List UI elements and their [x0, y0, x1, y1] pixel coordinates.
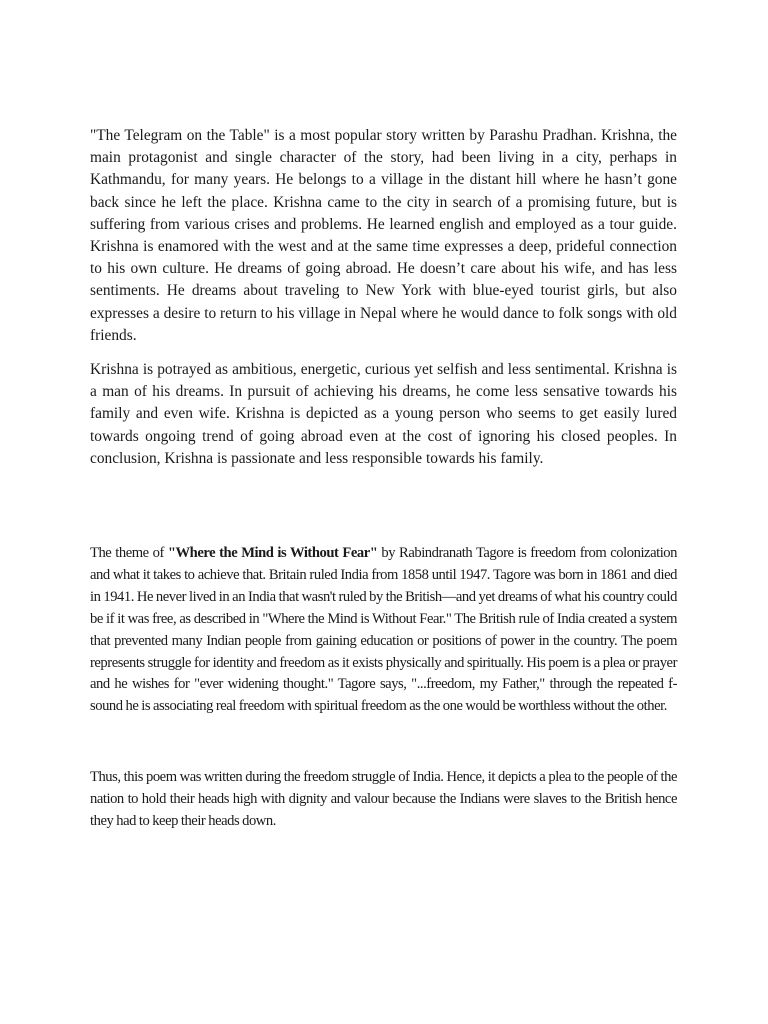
paragraph-poem-conclusion: Thus, this poem was written during the freedom struggle of India. Hence, it depicts a plea to the people of the nation to hold their heads high with dignity and valour because the Indians were slaves to the British hence they had to keep their heads down.	[90, 769, 677, 829]
paragraph-krishna-character: Krishna is potrayed as ambitious, energetic, curious yet selfish and less sentimental. Krishna is a man of his dreams. In pursuit of achieving his dreams, he come less sensative towards his family and even wife. Krishna is depicted as a young person who seems to get easily lured towards ongoing trend of going abroad even at the cost of ignoring his closed peoples. In conclusion, Krishna is passionate and less responsible towards his family.	[90, 361, 677, 467]
paragraph-tagore-theme	[90, 543, 677, 718]
poem-title-bold: "Where the Mind is Without Fear"	[167, 545, 378, 561]
paragraph-telegram-summary: "The Telegram on the Table" is a most popular story written by Parashu Pradhan. Krishna, the main protagonist and single character of the story, had been living in a city, perhaps in Kathmandu, for many years. He belongs to a village in the distant hill where he hasn’t gone back since he left the place. Krishna came to the city in search of a promising future, but is suffering from various crises and problems. He learned english and employed as a tour guide. Krishna is enamored with the west and at the same time expresses a deep, prideful connection to his own culture. He dreams of going abroad. He doesn’t care about his wife, and has less sentiments. He dreams about traveling to New York with blue-eyed tourist girls, but also expresses a desire to return to his village in Nepal where he would dance to folk songs with old friends.	[90, 127, 677, 344]
paragraph-tagore-body: by Rabindranath Tagore is freedom from colonization and what it takes to achieve that. Britain ruled India from 1858 until 1947. Tagore was born in 1861 and died in 1941. He never lived in an India that wasn't ruled by the British—and yet dreams of what his country could be if it was free, as described in "Where the Mind is Without Fear." The British rule of India created a system that prevented many Indian people from gaining education or positions of power in the country. The poem represents struggle for identity and freedom as it exists physically and spiritually. His poem is a plea or prayer and he wishes for "ever widening thought." Tagore says, "...freedom, my Father," through the repeated f-sound he is associating real freedom with spiritual freedom as the one would be worthless without the other.	[90, 545, 678, 715]
paragraph-tagore-intro: The theme of	[90, 545, 168, 561]
